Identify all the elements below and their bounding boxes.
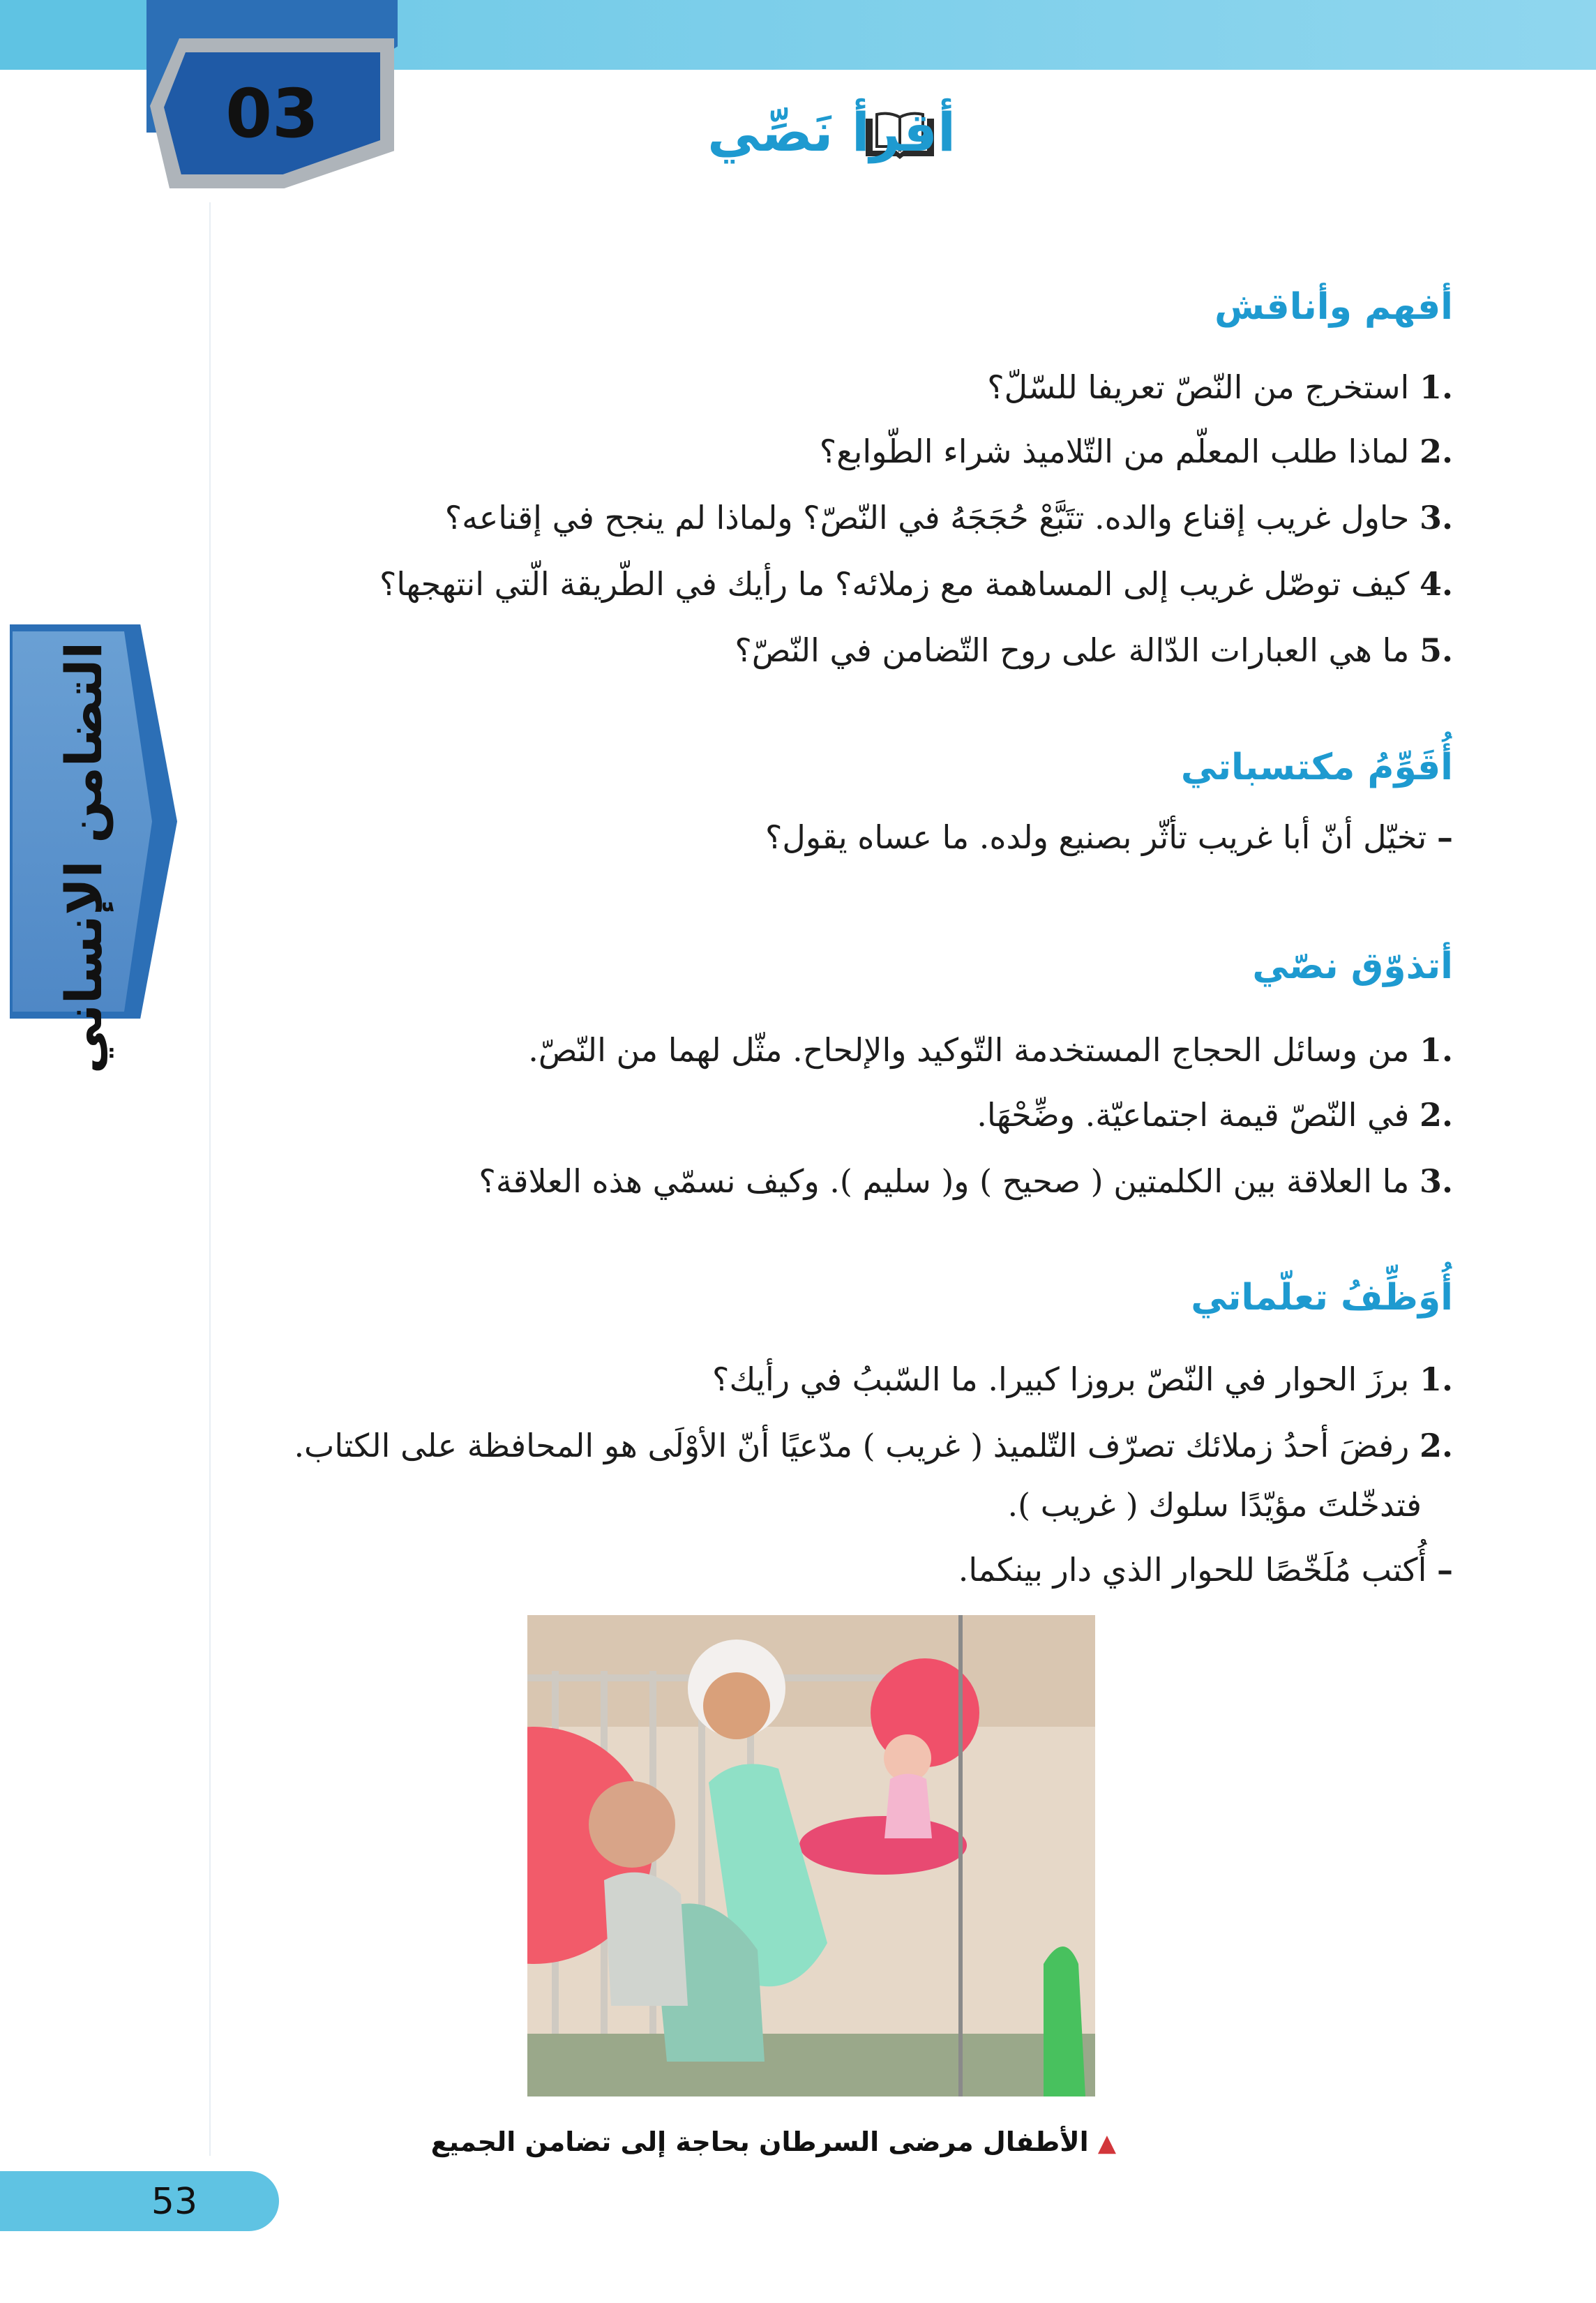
question-item: – تخيّل أنّ أبا غريب تأثّر بصنيع ولده. ما عساه يقول؟ xyxy=(765,818,1453,856)
side-tab-label: التضامن الإنساني xyxy=(54,642,113,1074)
triangle-icon: ▲ xyxy=(1097,2129,1116,2157)
section-heading-taste: أتذوّق نصّي xyxy=(1252,945,1453,987)
lesson-number: 03 xyxy=(225,75,319,153)
question-item: .2 في النّصّ قيمة اجتماعيّة. وضِّحْهَا. xyxy=(977,1096,1453,1134)
question-item: .2 رفضَ أحدُ زملائك تصرّف التّلميذ ( غريب ) مدّعيًا أنّ الأوْلَى هو المحافظة على الكتاب. xyxy=(294,1427,1453,1464)
question-item: .1 برزَ الحوار في النّصّ بروزا كبيرا. ما السّببُ في رأيك؟ xyxy=(712,1360,1453,1398)
section-heading-apply: أُوَظِّفُ تعلّماتي xyxy=(1191,1277,1453,1319)
page-number: 53 xyxy=(151,2181,198,2223)
header-band-light xyxy=(391,0,1596,70)
question-item: .5 ما هي العبارات الدّالة على روح التّضامن في النّصّ؟ xyxy=(735,631,1453,669)
question-item: – أُكتب مُلَخّصًا للحوار الذي دار بينكما. xyxy=(958,1551,1453,1589)
section-heading-assess: أُقَوِّمُ مكتسباتي xyxy=(1180,747,1453,788)
question-item: .4 كيف توصّل غريب إلى المساهمة مع زملائه؟ ما رأيك في الطّريقة الّتي انتهجها؟ xyxy=(379,565,1453,603)
question-item: .3 حاول غريب إقناع والده. تتَبَّعْ حُجَجَهُ في النّصّ؟ ولماذا لم ينجح في إقناعه؟ xyxy=(444,499,1453,537)
page-title: أقرأ نَصِّي xyxy=(707,101,956,163)
children-photo xyxy=(527,1615,1095,2096)
question-item: .3 ما العلاقة بين الكلمتين ( صحيح ) و( سليم ). وكيف نسمّي هذه العلاقة؟ xyxy=(479,1162,1453,1200)
question-item: .1 استخرج من النّصّ تعريفا للسّلّ؟ xyxy=(987,368,1453,406)
question-item: .2 لماذا طلب المعلّم من التّلاميذ شراء الطّوابع؟ xyxy=(819,433,1453,470)
question-item: .1 من وسائل الحجاج المستخدمة التّوكيد والإلحاح. مثّل لهما من النّصّ. xyxy=(528,1031,1453,1069)
photo-caption: ▲ الأطفال مرضى السرطان بحاجة إلى تضامن الجميع xyxy=(430,2126,1116,2157)
question-item-continued: فتدخّلتَ مؤيّدًا سلوك ( غريب ). xyxy=(1007,1486,1422,1524)
section-heading-understand: أفهم وأناقش xyxy=(1214,286,1453,328)
